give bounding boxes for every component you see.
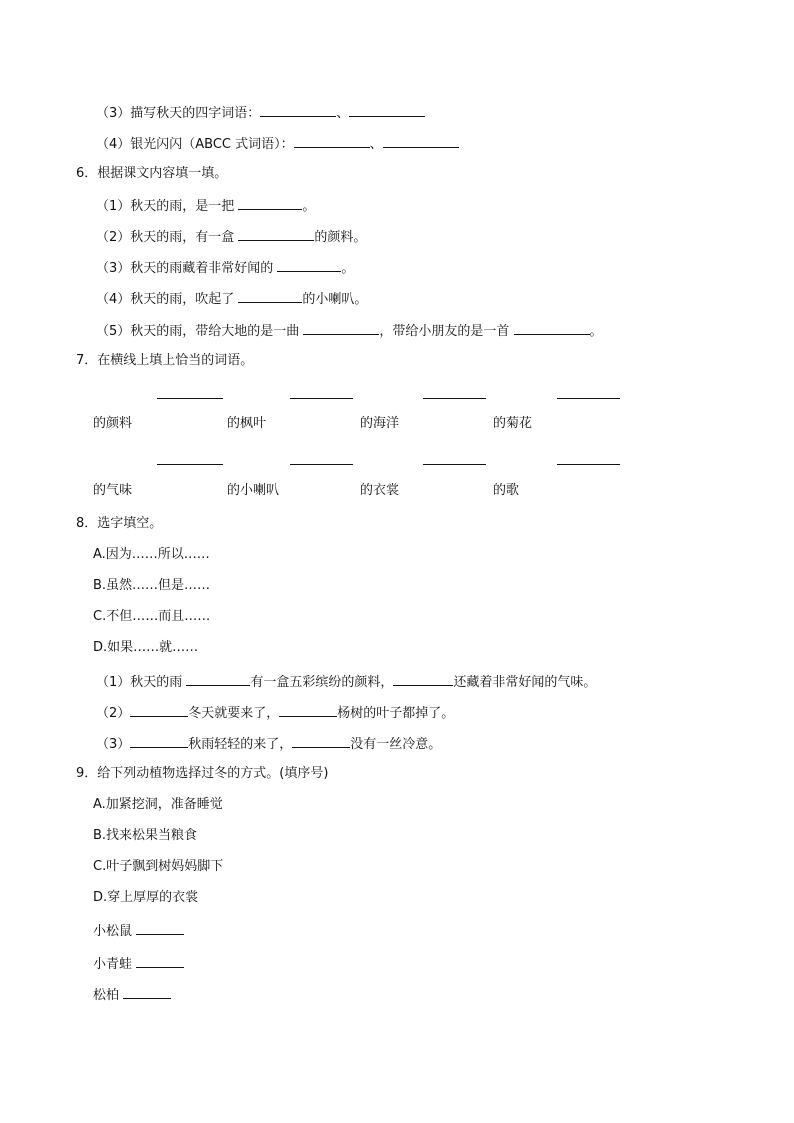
q6-item-5-text: （5）秋天的雨，带给大地的是一曲 bbox=[96, 324, 304, 339]
q6-item-4-text: （4）秋天的雨，吹起了 bbox=[96, 292, 239, 307]
q6-item-3-text: （3）秋天的雨藏着非常好闻的 bbox=[96, 261, 278, 276]
q6-item-1-end: 。 bbox=[302, 199, 316, 214]
answer-blank[interactable] bbox=[557, 464, 620, 465]
q8-item-2-mid: 冬天就要来了， bbox=[188, 706, 280, 721]
q8-title: 8．选字填空。 bbox=[76, 516, 163, 531]
q5-item4-label: （4）银光闪闪（ABCC 式词语）： bbox=[96, 137, 294, 152]
q8-option-c: C.不但……而且…… bbox=[93, 609, 211, 624]
q5-item4 bbox=[96, 133, 459, 153]
q8-item-3-mid: 秋雨轻轻的来了， bbox=[188, 737, 293, 752]
q6-item-4-end: 的小喇叭。 bbox=[302, 292, 368, 307]
q9-answer-label: 松柏 bbox=[93, 988, 124, 1003]
q9-answer-squirrel bbox=[93, 920, 184, 940]
q9-answer-pine bbox=[93, 984, 171, 1004]
q6-item-1-text: （1）秋天的雨，是一把 bbox=[96, 199, 239, 214]
answer-blank[interactable] bbox=[423, 398, 486, 399]
q6-item-3 bbox=[96, 257, 354, 277]
q8-option-b: B.虽然……但是…… bbox=[93, 578, 211, 593]
q8-item-1 bbox=[96, 671, 596, 691]
answer-blank[interactable] bbox=[303, 320, 379, 335]
q9-option-d: D.穿上厚厚的衣裳 bbox=[93, 890, 199, 905]
answer-blank[interactable] bbox=[157, 464, 223, 465]
answer-blank[interactable] bbox=[238, 195, 302, 210]
answer-blank[interactable] bbox=[423, 464, 486, 465]
q9-option-a: A.加紧挖洞，准备睡觉 bbox=[93, 797, 223, 812]
q6-item-5-mid: ，带给小朋友的是一首 bbox=[379, 324, 514, 339]
answer-blank[interactable] bbox=[130, 702, 188, 717]
q8-item-1-mid: 有一盒五彩缤纷的颜料， bbox=[250, 675, 394, 690]
q6-item-5-end: 。 bbox=[589, 324, 603, 339]
answer-blank[interactable] bbox=[238, 226, 314, 241]
q8-item-2-text: （2） bbox=[96, 706, 131, 721]
answer-blank[interactable] bbox=[292, 733, 350, 748]
q9-answer-frog bbox=[93, 953, 184, 973]
answer-blank[interactable] bbox=[349, 102, 425, 117]
answer-blank[interactable] bbox=[294, 133, 370, 148]
q9-option-c: C.叶子飘到树妈妈脚下 bbox=[93, 859, 224, 874]
q9-title: 9．给下列动植物选择过冬的方式。(填序号) bbox=[76, 766, 329, 781]
answer-blank[interactable] bbox=[186, 671, 250, 686]
q6-item-2-end: 的颜料。 bbox=[314, 230, 367, 245]
q6-item-2 bbox=[96, 226, 366, 246]
q6-title: 6．根据课文内容填一填。 bbox=[76, 166, 228, 181]
answer-blank[interactable] bbox=[123, 984, 171, 999]
q7-word: 的小喇叭 bbox=[227, 483, 280, 498]
answer-blank[interactable] bbox=[514, 320, 590, 335]
answer-blank[interactable] bbox=[393, 671, 453, 686]
q6-item-1 bbox=[96, 195, 315, 215]
q7-word: 的枫叶 bbox=[227, 416, 267, 431]
q8-option-a: A.因为……所以…… bbox=[93, 547, 210, 562]
answer-blank[interactable] bbox=[238, 288, 302, 303]
q6-item-5 bbox=[96, 320, 603, 340]
q7-word: 的气味 bbox=[93, 483, 133, 498]
q7-word: 的歌 bbox=[493, 483, 520, 498]
q6-item-3-end: 。 bbox=[341, 261, 355, 276]
q6-item-2-text: （2）秋天的雨，有一盒 bbox=[96, 230, 239, 245]
q8-item-3-text: （3） bbox=[96, 737, 131, 752]
q8-item-1-end: 还藏着非常好闻的气味。 bbox=[453, 675, 597, 690]
q7-word: 的衣裳 bbox=[360, 483, 400, 498]
q8-item-2 bbox=[96, 702, 454, 722]
answer-blank[interactable] bbox=[383, 133, 459, 148]
q6-item-4 bbox=[96, 288, 367, 308]
q7-title: 7．在横线上填上恰当的词语。 bbox=[76, 353, 254, 368]
q9-answer-label: 小松鼠 bbox=[93, 924, 137, 939]
answer-blank[interactable] bbox=[557, 398, 620, 399]
q9-answer-label: 小青蛙 bbox=[93, 957, 137, 972]
answer-blank[interactable] bbox=[136, 920, 184, 935]
q7-word: 的颜料 bbox=[93, 416, 133, 431]
answer-blank[interactable] bbox=[130, 733, 188, 748]
answer-blank[interactable] bbox=[157, 398, 223, 399]
answer-blank[interactable] bbox=[279, 702, 337, 717]
q7-word: 的菊花 bbox=[493, 416, 533, 431]
q8-option-d: D.如果……就…… bbox=[93, 640, 199, 655]
answer-blank[interactable] bbox=[290, 464, 353, 465]
answer-blank[interactable] bbox=[136, 953, 184, 968]
q5-item4-sep: 、 bbox=[369, 137, 383, 152]
answer-blank[interactable] bbox=[290, 398, 353, 399]
q5-item3 bbox=[96, 102, 425, 122]
q8-item-2-end: 杨树的叶子都掉了。 bbox=[337, 706, 455, 721]
q5-item3-sep: 、 bbox=[336, 106, 350, 121]
q8-item-3-end: 没有一丝冷意。 bbox=[350, 737, 442, 752]
answer-blank[interactable] bbox=[277, 257, 341, 272]
answer-blank[interactable] bbox=[260, 102, 336, 117]
q7-word: 的海洋 bbox=[360, 416, 400, 431]
q8-item-3 bbox=[96, 733, 441, 753]
q9-option-b: B.找来松果当粮食 bbox=[93, 828, 198, 843]
q8-item-1-text: （1）秋天的雨 bbox=[96, 675, 187, 690]
q5-item3-label: （3）描写秋天的四字词语： bbox=[96, 106, 261, 121]
